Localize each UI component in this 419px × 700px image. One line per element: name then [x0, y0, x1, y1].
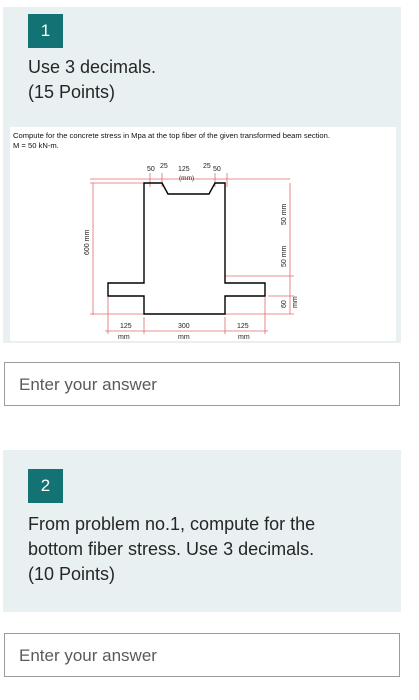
figure-caption-line-1: Compute for the concrete stress in Mpa at the top fiber of the given transformed beam section. [13, 131, 330, 140]
dim-top-125: 125 [178, 166, 190, 173]
dim-top-25-right: 25 [203, 163, 211, 170]
question-2-points: (10 Points) [28, 564, 116, 584]
question-2-answer-input[interactable] [4, 633, 400, 677]
question-2-number-badge: 2 [28, 469, 63, 503]
beam-section-figure [10, 127, 396, 341]
dim-right-50-top: 50 mm [281, 203, 288, 225]
question-1-answer-placeholder: Enter your answer [19, 375, 157, 394]
dim-top-50-left: 50 [147, 166, 155, 173]
dim-right-50-mid: 50 mm [281, 245, 288, 267]
question-1-card [3, 7, 401, 343]
dim-bottom-125-left: 125 [120, 323, 132, 330]
dim-bottom-300: 300 [178, 323, 190, 330]
dim-bottom-mm-right: mm [238, 334, 250, 341]
beam-section-drawing [10, 127, 396, 341]
dim-top-25-left: 25 [160, 163, 168, 170]
dim-height-600: 600 mm [84, 229, 91, 255]
question-1-instruction: Use 3 decimals. [28, 57, 157, 77]
dim-right-mm: mm [292, 296, 299, 308]
dim-top-mm: (mm) [179, 175, 195, 182]
dim-bottom-mm-left: mm [118, 334, 130, 341]
question-2-answer-placeholder: Enter your answer [19, 646, 157, 665]
question-1-points: (15 Points) [28, 82, 116, 102]
question-1-text [28, 55, 381, 105]
question-1-answer-input[interactable] [4, 362, 400, 406]
dim-bottom-mm-mid: mm [178, 334, 190, 341]
question-2-text [28, 512, 361, 587]
figure-caption-line-2: M = 50 kN-m. [13, 141, 59, 150]
dim-right-60: 60 [281, 300, 288, 308]
dim-bottom-125-right: 125 [237, 323, 249, 330]
beam-section-outline [108, 183, 265, 314]
question-2-instruction: From problem no.1, compute for the bottom fiber stress. Use 3 decimals. [28, 514, 316, 559]
dim-top-50-right: 50 [213, 166, 221, 173]
question-2-card [3, 450, 401, 612]
question-1-number-badge: 1 [28, 14, 63, 48]
